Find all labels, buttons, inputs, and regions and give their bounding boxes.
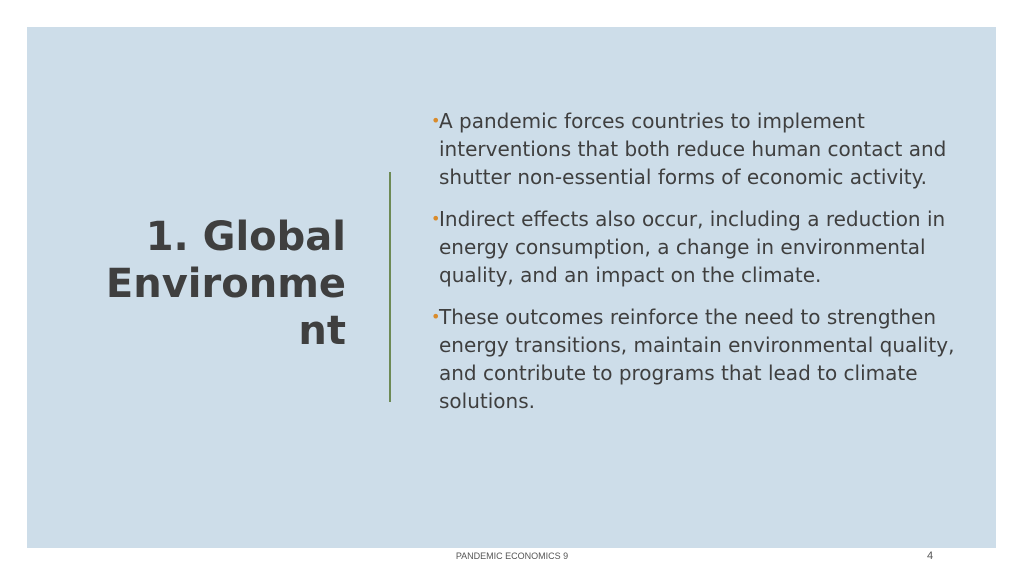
bullet-text: These outcomes reinforce the need to strengthen energy transitions, maintain environmental quality, and contribute to programs that lead to climate solutions. — [439, 305, 955, 413]
bullet-item — [431, 107, 961, 191]
vertical-divider — [389, 172, 391, 402]
bullet-dot-icon: • — [431, 209, 441, 228]
bullet-dot-icon: • — [431, 111, 441, 130]
bullet-item — [431, 303, 961, 415]
slide-title: 1. Global Environme nt — [105, 214, 346, 354]
bullet-dot-icon: • — [431, 307, 441, 326]
bullet-list — [431, 107, 961, 429]
bullet-item — [431, 205, 961, 289]
bullet-text: A pandemic forces countries to implement interventions that both reduce human contact and shutter non-essential forms of economic activity. — [439, 109, 947, 189]
bullet-text: Indirect effects also occur, including a reduction in energy consumption, a change in environmental quality, and an impact on the climate. — [439, 207, 946, 287]
page-number: 4 — [926, 550, 934, 562]
footer-label: PANDEMIC ECONOMICS 9 — [455, 551, 569, 561]
